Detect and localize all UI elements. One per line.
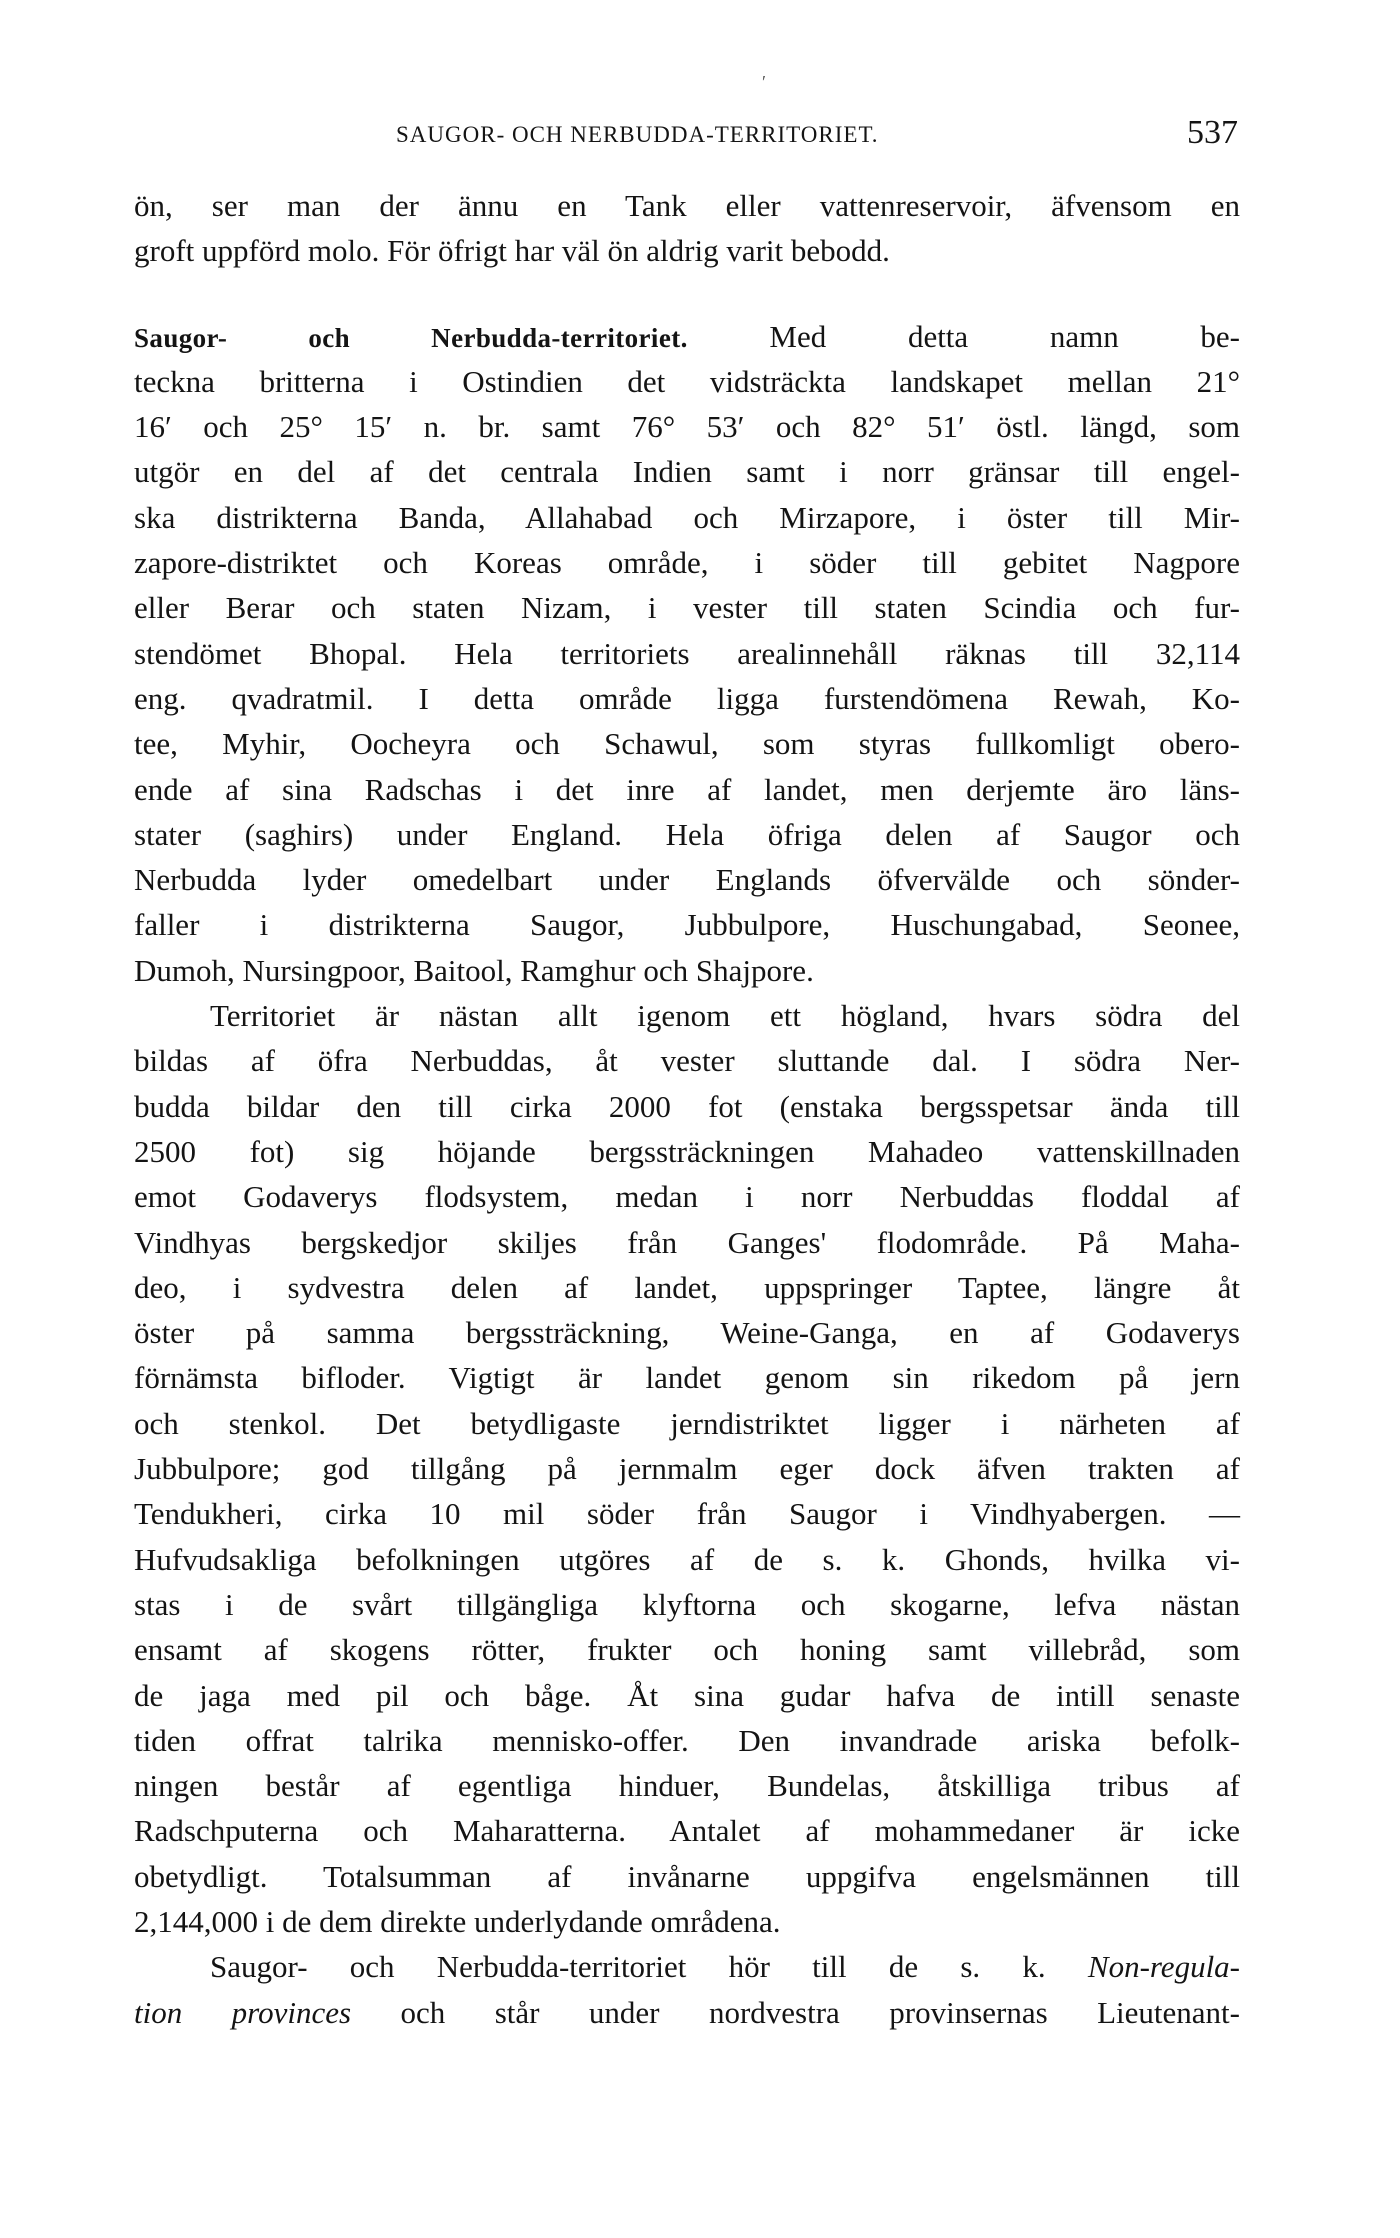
text-line: de jaga med pil och båge. Åt sina gudar hafva de intill senaste (134, 1677, 1240, 1713)
text-line: eller Berar och staten Nizam, i vester till staten Scindia och fur- (134, 590, 1240, 626)
text-line: Territoriet är nästan allt igenom ett högland, hvars södra del (210, 998, 1240, 1034)
text-line: budda bildar den till cirka 2000 fot (enstaka bergsspetsar ända till (134, 1088, 1240, 1124)
paragraph-gap (134, 274, 1240, 314)
text-line: emot Godaverys flodsystem, medan i norr Nerbuddas floddal af (134, 1179, 1240, 1215)
text-line: tiden offrat talrika mennisko-offer. Den invandrade ariska befolk- (134, 1722, 1240, 1758)
text-line: stas i de svårt tillgängliga klyftorna och skogarne, lefva nästan (134, 1586, 1240, 1622)
text-line: Dumoh, Nursingpoor, Baitool, Ramghur och Shajpore. (134, 952, 814, 988)
text-line: faller i distrikterna Saugor, Jubbulpore, Huschungabad, Seonee, (134, 907, 1240, 943)
paragraph-1 (134, 183, 1240, 274)
text-line: ningen består af egentliga hinduer, Bundelas, åtskilliga tribus af (134, 1768, 1240, 1804)
text-line: förnämsta bifloder. Vigtigt är landet genom sin rikedom på jern (134, 1360, 1240, 1396)
text-line: deo, i sydvestra delen af landet, uppspringer Taptee, längre åt (134, 1269, 1240, 1305)
text-line: Tendukheri, cirka 10 mil söder från Saugor i Vindhyabergen. — (134, 1496, 1240, 1532)
text-line: groft uppförd molo. För öfrigt har väl ön aldrig varit bebodd. (134, 233, 890, 269)
text-span: och står under nordvestra provinsernas Lieutenant- (351, 1994, 1240, 2030)
text-line: och stenkol. Det betydligaste jerndistriktet ligger i närheten af (134, 1405, 1240, 1441)
text-line: obetydligt. Totalsumman af invånarne uppgifva engelsmännen till (134, 1858, 1240, 1894)
body-text (134, 183, 1240, 2035)
italic-term: tion provinces (134, 1994, 352, 2030)
paragraph-4 (134, 1944, 1240, 2035)
stray-mark: ′ (762, 72, 766, 92)
text-line: Hufvudsakliga befolkningen utgöres af de s. k. Ghonds, hvilka vi- (134, 1541, 1240, 1577)
text-line: ensamt af skogens rötter, frukter och honing samt villebråd, som (134, 1632, 1240, 1668)
text-line: ende af sina Radschas i det inre af landet, men derjemte äro läns- (134, 771, 1240, 807)
text-line: Nerbudda lyder omedelbart under Englands öfvervälde och sönder- (134, 862, 1240, 898)
text-line: 2500 fot) sig höjande bergssträckningen Mahadeo vattenskillnaden (134, 1133, 1240, 1169)
text-line: öster på samma bergssträckning, Weine-Ganga, en af Godaverys (134, 1315, 1240, 1351)
text-line (134, 314, 1240, 359)
text-line: teckna britterna i Ostindien det vidsträckta landskapet mellan 21° (134, 363, 1240, 399)
text-line: eng. qvadratmil. I detta område ligga furstendömena Rewah, Ko- (134, 680, 1240, 716)
text-line (134, 1990, 1240, 2035)
text-line (134, 1944, 1240, 1989)
text-line: ska distrikterna Banda, Allahabad och Mirzapore, i öster till Mir- (134, 499, 1240, 535)
text-line: 16′ och 25° 15′ n. br. samt 76° 53′ och 82° 51′ östl. längd, som (134, 409, 1240, 445)
text-line: tee, Myhir, Oocheyra och Schawul, som styras fullkomligt obero- (134, 726, 1240, 762)
paragraph-2 (134, 314, 1240, 993)
text-line: stater (saghirs) under England. Hela öfriga delen af Saugor och (134, 816, 1240, 852)
text-line: Jubbulpore; god tillgång på jernmalm eger dock äfven trakten af (134, 1451, 1240, 1487)
text-line: bildas af öfra Nerbuddas, åt vester sluttande dal. I södra Ner- (134, 1043, 1240, 1079)
running-head: SAUGOR- OCH NERBUDDA-TERRITORIET. (396, 122, 879, 147)
paragraph-3 (134, 993, 1240, 1944)
text-line: Radschputerna och Maharatterna. Antalet af mohammedaner är icke (134, 1813, 1240, 1849)
text-line: ön, ser man der ännu en Tank eller vattenreservoir, äfvensom en (134, 188, 1240, 223)
page-number: 537 (1187, 114, 1238, 151)
text-span: Med detta namn be- (687, 318, 1241, 354)
text-line: utgör en del af det centrala Indien samt i norr gränsar till engel- (134, 454, 1240, 490)
text-line: stendömet Bhopal. Hela territoriets arealinnehåll räknas till 32,114 (134, 635, 1240, 671)
entry-heading: Saugor- och Nerbudda-territoriet. (134, 322, 688, 353)
text-span: Saugor- och Nerbudda-territoriet hör till de s. k. (210, 1949, 1088, 1985)
text-line: Vindhyas bergskedjor skiljes från Ganges' flodområde. På Maha- (134, 1224, 1240, 1260)
italic-term: Non-regula- (1087, 1949, 1240, 1985)
text-line: 2,144,000 i de dem direkte underlydande områdena. (134, 1903, 781, 1939)
text-line: zapore-distriktet och Koreas område, i söder till gebitet Nagpore (134, 545, 1240, 581)
